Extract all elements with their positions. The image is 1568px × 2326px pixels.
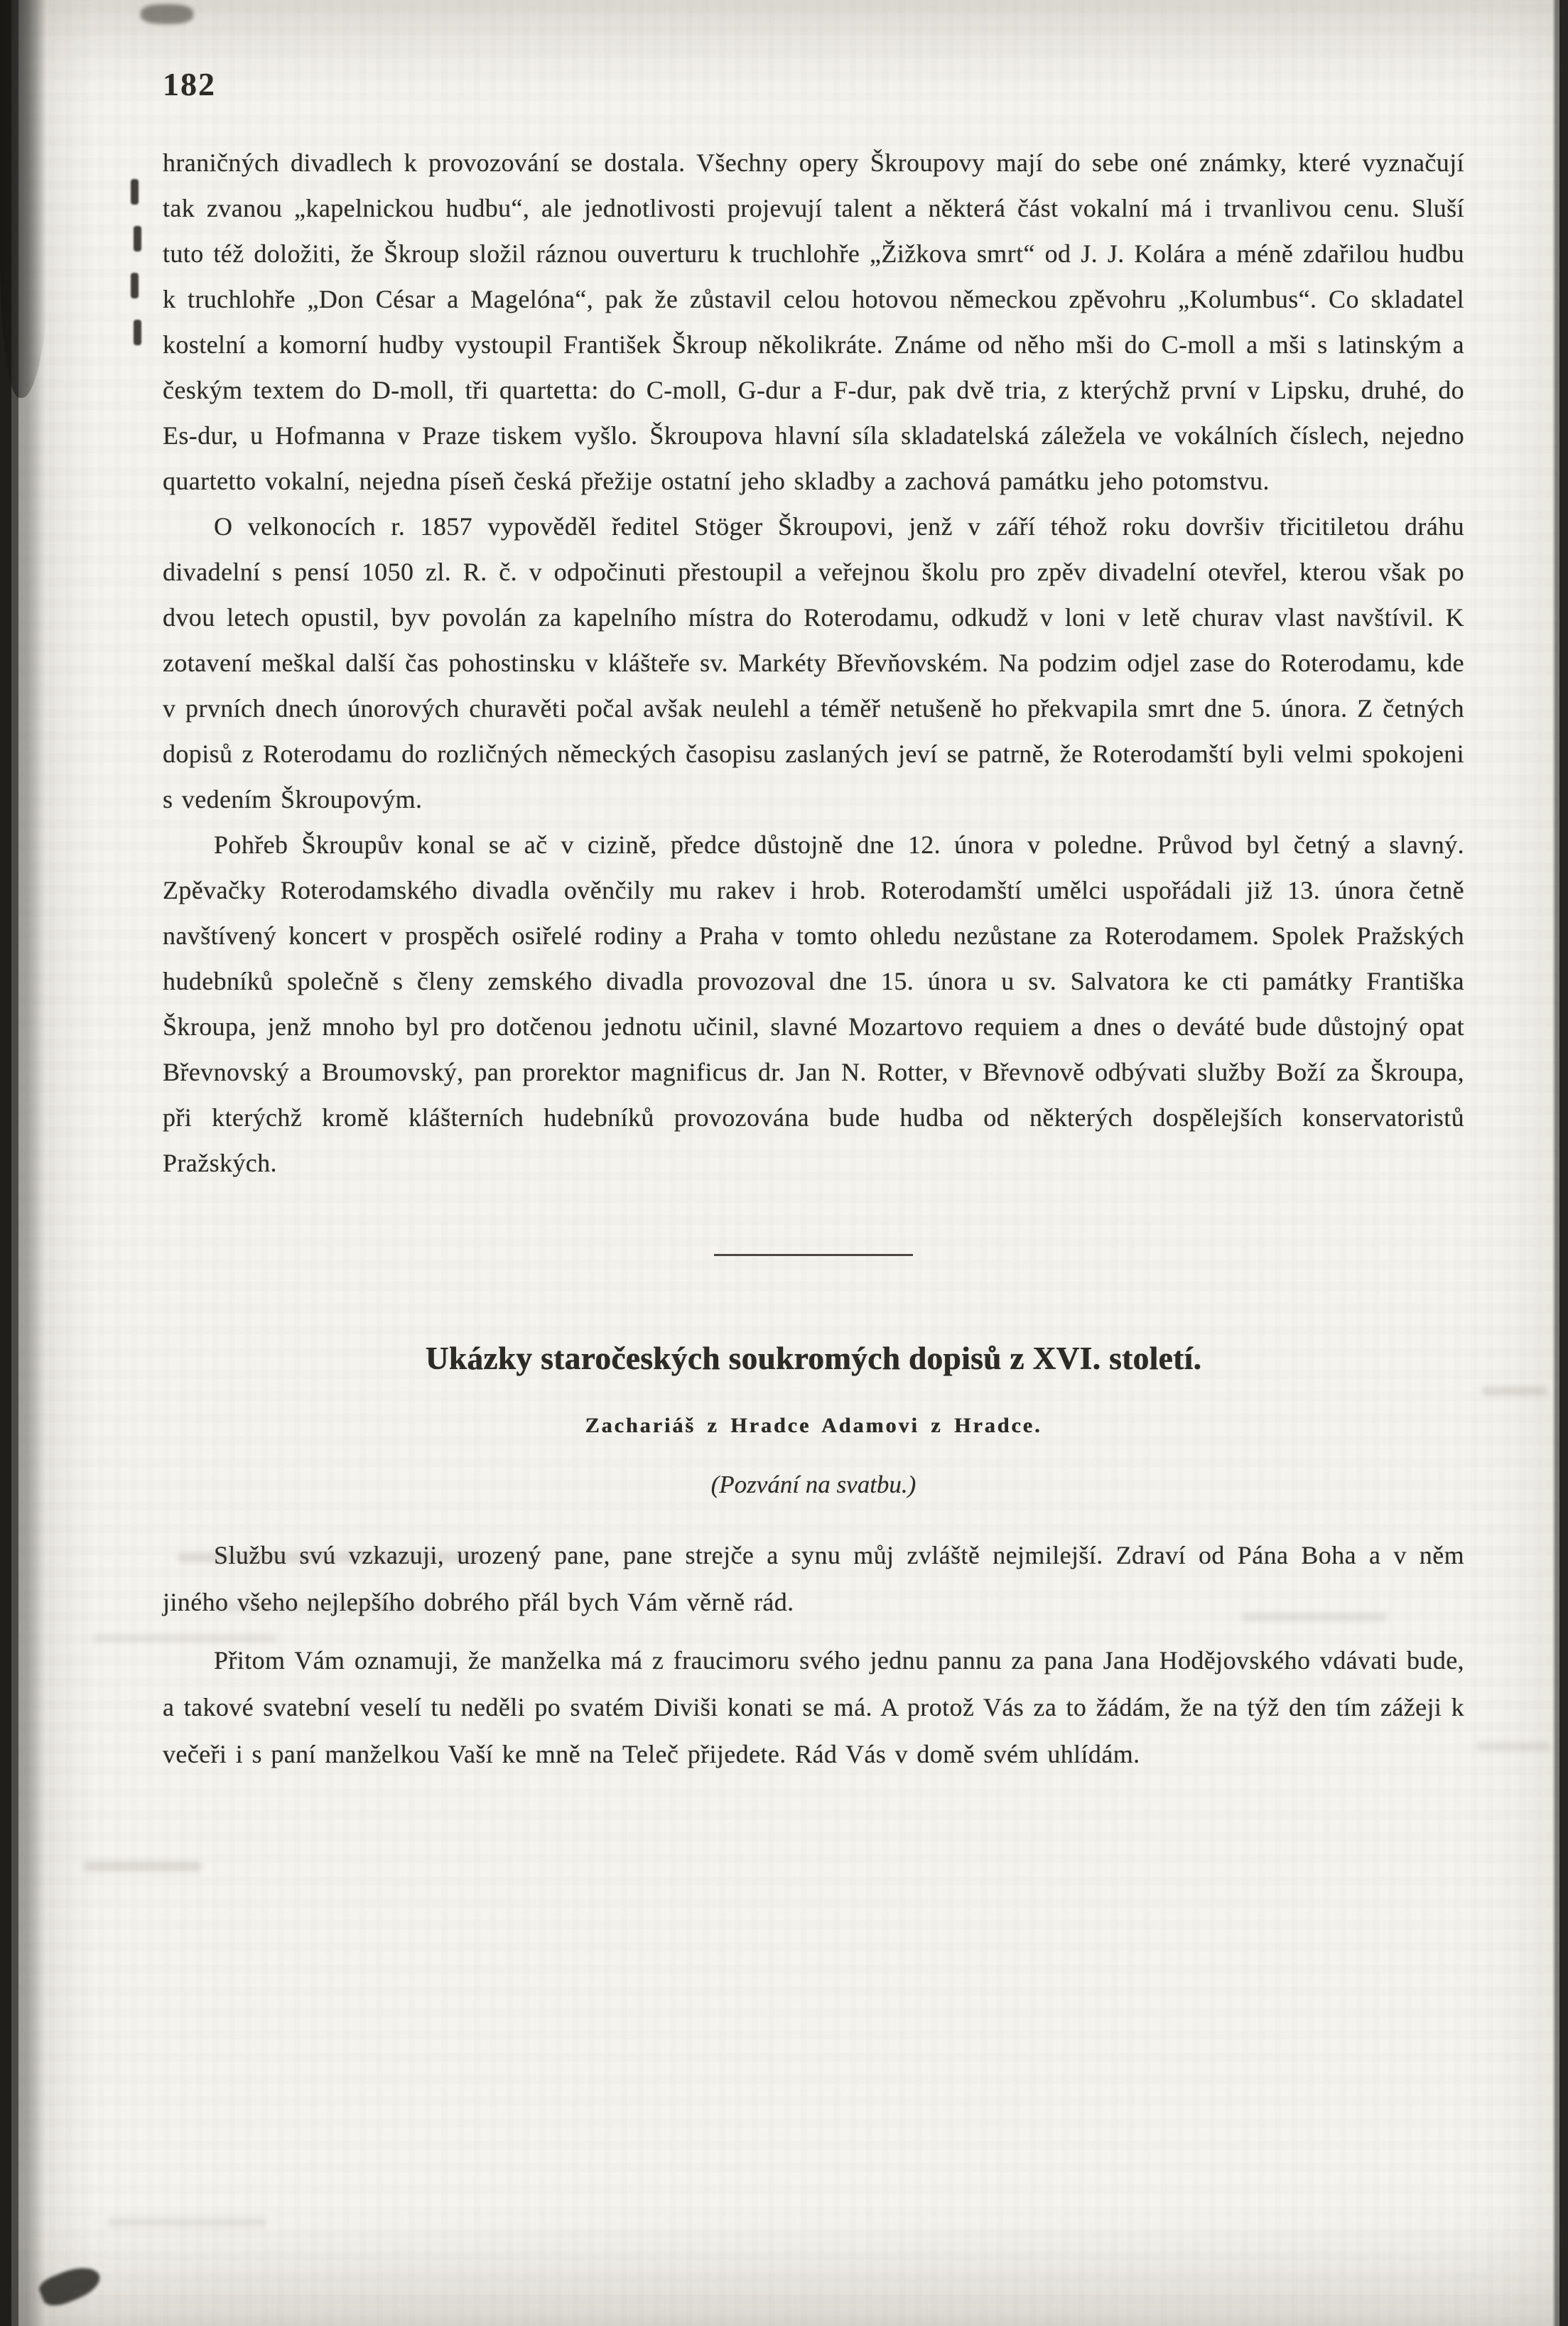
body-paragraph: Pohřeb Škroupův konal se ač v cizině, předce důstojně dne 12. února v poledne. Průvod byl četný a slavný. Zpěvačky Roterodamského divadla ověnčily mu rakev i hrob. Roterodamští umělci uspořádali již 13. února četně navštívený koncert v prospěch osiřelé rodiny a Praha v tomto ohledu nezůstane za Roterodamem. Spolek Pražských hudebníků společně s členy zemského divadla provozoval dne 15. února u sv. Salvatora ke cti památky Františka Škroupa, jenž mnoho byl pro dotčenou jednotu učinil, slavné Mozartovo requiem a dnes o deváté bude důstojný opat Břevnovský a Broumovský, pan prorektor magnificus dr. Jan N. Rotter, v Břevnově odbývati služby Boží za Škroupa, při kterýchž kromě klášterních hudebníků provozována bude hudba od některých dospělejších konservatoristů Pražských. xyxy=(163,831,1464,1177)
body-paragraph: hraničných divadlech k provozování se dostala. Všechny opery Škroupovy mají do sebe oné známky, které vyznačují tak zvanou „kapelnickou hudbu“, ale jednotlivosti projevují talent a některá část vokalní má i trvanlivou cenu. Sluší tuto též doložiti, že Škroup složil ráznou ouverturu k truchlohře „Žižkova smrt“ od J. J. Kolára a méně zdařilou hudbu k truchlohře „Don César a Magelóna“, pak že zůstavil celou hotovou německou zpěvohru „Kolumbus“. Co skladatel kostelní a komorní hudby vystoupil František Škroup několikráte. Známe od něho mši do C-moll a mši s latinským a českým textem do D-moll, tři quartetta: do C-moll, G-dur a F-dur, pak dvě tria, z kterýchž první v Lipsku, druhé, do Es-dur, u Hofmanna v Praze tiskem vyšlo. Škroupova hlavní síla skladatelská záležela ve vokálních číslech, nejedno quartetto vokalní, nejedna píseň česká přežije ostatní jeho skladby a zachová památku jeho potomstvu. xyxy=(163,148,1464,495)
letter-subtitle: (Pozvání na svatbu.) xyxy=(710,1471,917,1498)
letter-paragraph: Službu svú vzkazuji, urozený pane, pane strejče a synu můj zvláště nejmilejší. Zdraví od Pána Boha a v něm jiného všeho nejlepšího dobrého přál bych Vám věrně rád. xyxy=(163,1541,1464,1616)
bleedthrough-artifact xyxy=(107,2218,266,2227)
corner-ink-mark xyxy=(36,2260,104,2310)
section-divider xyxy=(714,1254,913,1256)
bleedthrough-artifact xyxy=(84,1861,201,1871)
body-paragraph: O velkonocích r. 1857 vypověděl ředitel Stöger Škroupovi, jenž v září téhož roku dovršiv třicitiletou dráhu divadelní s pensí 1050 zl. R. č. v odpočinuti přestoupil a veřejnou školu pro zpěv divadelní otevřel, kterou však po dvou letech opustil, byv povolán za kapelního místra do Roterodamu, odkudž v loni v letě churav vlast navštívil. K zotavení meškal další čas pohostinsku v klášteře sv. Markéty Břevňovském. Na podzim odjel zase do Roterodamu, kde v prvních dnech únorových churavěti počal avšak neulehl a téměř netušeně ho překvapila smrt dne 5. února. Z četných dopisů z Roterodamu do rozličných německých časopisu zaslaných jeví se patrně, že Roterodamští byli velmi spokojeni s vedením Škroupovým. xyxy=(163,512,1464,813)
letter-paragraph: Přitom Vám oznamuji, že manželka má z fraucimoru svého jednu pannu za pana Jana Hodějovského vdávati bude, a takové svatební veselí tu neděli po svatém Diviši konati se má. A protož Vás za to žádám, že na týž den tím zážeji k večeři i s paní manželkou Vaší ke mně na Teleč přijedete. Rád Vás v domě svém uhlídám. xyxy=(163,1646,1464,1768)
page-number: 182 xyxy=(163,66,216,102)
section-title: Ukázky staročeských soukromých dopisů z XVI. století. xyxy=(425,1341,1202,1376)
letter-heading: Zachariáš z Hradce Adamovi z Hradce. xyxy=(585,1414,1042,1437)
